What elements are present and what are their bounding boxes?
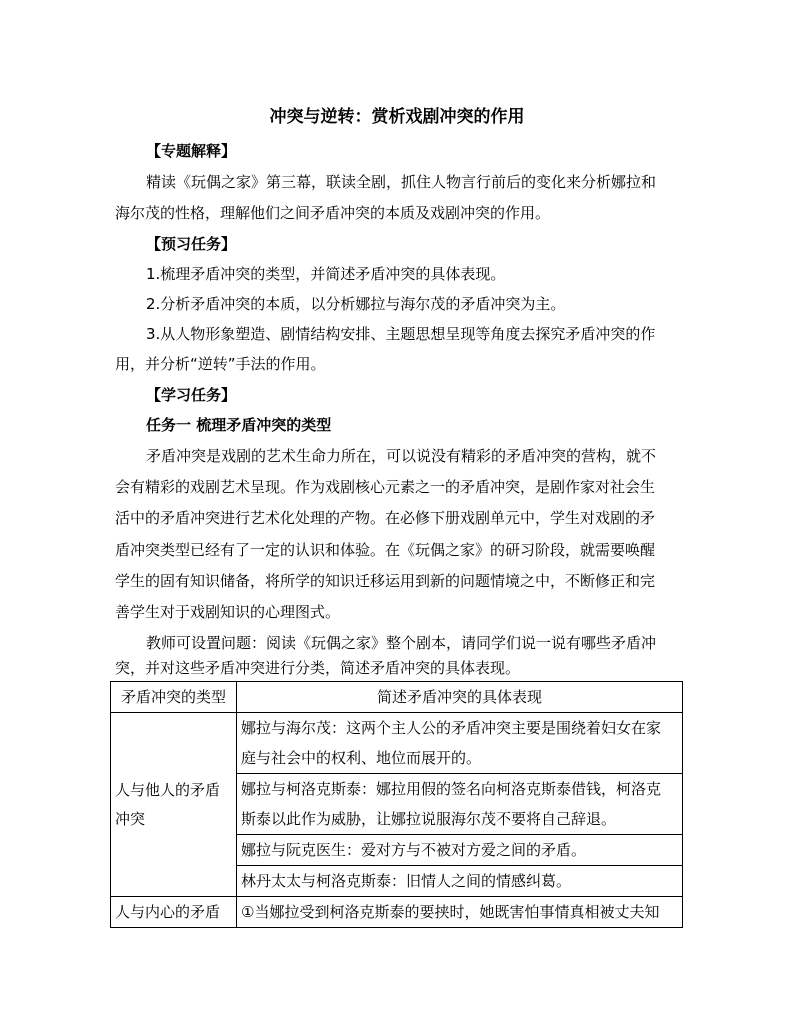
table-cell-detail-row2 xyxy=(237,774,683,835)
section-heading-zhuanti: 【专题解释】 xyxy=(146,142,237,160)
table-cell-detail-row4: 林丹太太与柯洛克斯泰：旧情人之间的情感纠葛。 xyxy=(237,866,683,897)
yuxi-item-3-line2: 用，并分析“逆转”手法的作用。 xyxy=(115,355,326,373)
table-cell-detail-row3: 娜拉与阮克医生：爱对方与不被对方爱之间的矛盾。 xyxy=(237,835,683,866)
section-heading-yuxi: 【预习任务】 xyxy=(146,235,237,253)
table-row xyxy=(111,897,683,928)
row1-line1: 娜拉与海尔茂：这两个主人公的矛盾冲突主要是围绕着妇女在家 xyxy=(241,719,662,737)
table-cell-type-group1 xyxy=(111,713,237,897)
table-header-type: 矛盾冲突的类型 xyxy=(111,682,237,713)
type-group1-line2: 冲突 xyxy=(115,809,146,828)
task-1-title: 任务一 梳理矛盾冲突的类型 xyxy=(146,416,332,434)
table-header-detail: 简述矛盾冲突的具体表现 xyxy=(237,682,683,713)
yuxi-item-1: 1.梳理矛盾冲突的类型，并简述矛盾冲突的具体表现。 xyxy=(146,265,506,283)
para1-line5: 学生的固有知识储备，将所学的知识迁移运用到新的问题情境之中，不断修正和完 xyxy=(115,572,656,590)
para1-line3: 活中的矛盾冲突进行艺术化处理的产物。在必修下册戏剧单元中，学生对戏剧的矛 xyxy=(115,509,656,527)
table-cell-type-group2: 人与内心的矛盾 xyxy=(111,897,237,928)
section-heading-xuexi: 【学习任务】 xyxy=(146,386,237,404)
type-group1-line1: 人与他人的矛盾 xyxy=(115,780,221,799)
zhuanti-text-line2: 海尔茂的性格，理解他们之间矛盾冲突的本质及戏剧冲突的作用。 xyxy=(115,204,551,222)
row2-line1: 娜拉与柯洛克斯泰：娜拉用假的签名向柯洛克斯泰借钱，柯洛克 xyxy=(241,780,662,798)
para1-line2: 会有精彩的戏剧艺术呈现。作为戏剧核心元素之一的矛盾冲突，是剧作家对社会生 xyxy=(115,478,656,496)
table-cell-detail-row5: ①当娜拉受到柯洛克斯泰的要挟时，她既害怕事情真相被丈夫知 xyxy=(237,897,683,928)
para1-line4: 盾冲突类型已经有了一定的认识和体验。在《玩偶之家》的研习阶段，就需要唤醒 xyxy=(115,541,656,559)
para2-line2: 突，并对这些矛盾冲突进行分类，简述矛盾冲突的具体表现。 xyxy=(115,659,521,677)
para1-line6: 善学生对于戏剧知识的心理图式。 xyxy=(115,603,341,621)
para1-line1: 矛盾冲突是戏剧的艺术生命力所在，可以说没有精彩的矛盾冲突的营构，就不 xyxy=(146,447,657,465)
row2-line2: 斯泰以此作为威胁，让娜拉说服海尔茂不要将自己辞退。 xyxy=(241,810,617,828)
table-header-row xyxy=(111,682,683,713)
table-cell-detail-row1 xyxy=(237,713,683,774)
conflict-types-table xyxy=(110,681,683,928)
document-title: 冲突与逆转：赏析戏剧冲突的作用 xyxy=(269,107,525,127)
table-row xyxy=(111,713,683,774)
zhuanti-text-line1: 精读《玩偶之家》第三幕，联读全剧，抓住人物言行前后的变化来分析娜拉和 xyxy=(146,173,657,191)
para2-line1: 教师可设置问题：阅读《玩偶之家》整个剧本，请同学们说一说有哪些矛盾冲 xyxy=(146,634,657,652)
row1-line2: 庭与社会中的权利、地位而展开的。 xyxy=(241,749,482,767)
yuxi-item-2: 2.分析矛盾冲突的本质，以分析娜拉与海尔茂的矛盾冲突为主。 xyxy=(146,295,566,313)
yuxi-item-3-line1: 3.从人物形象塑造、剧情结构安排、主题思想呈现等角度去探究矛盾冲突的作 xyxy=(146,325,656,343)
